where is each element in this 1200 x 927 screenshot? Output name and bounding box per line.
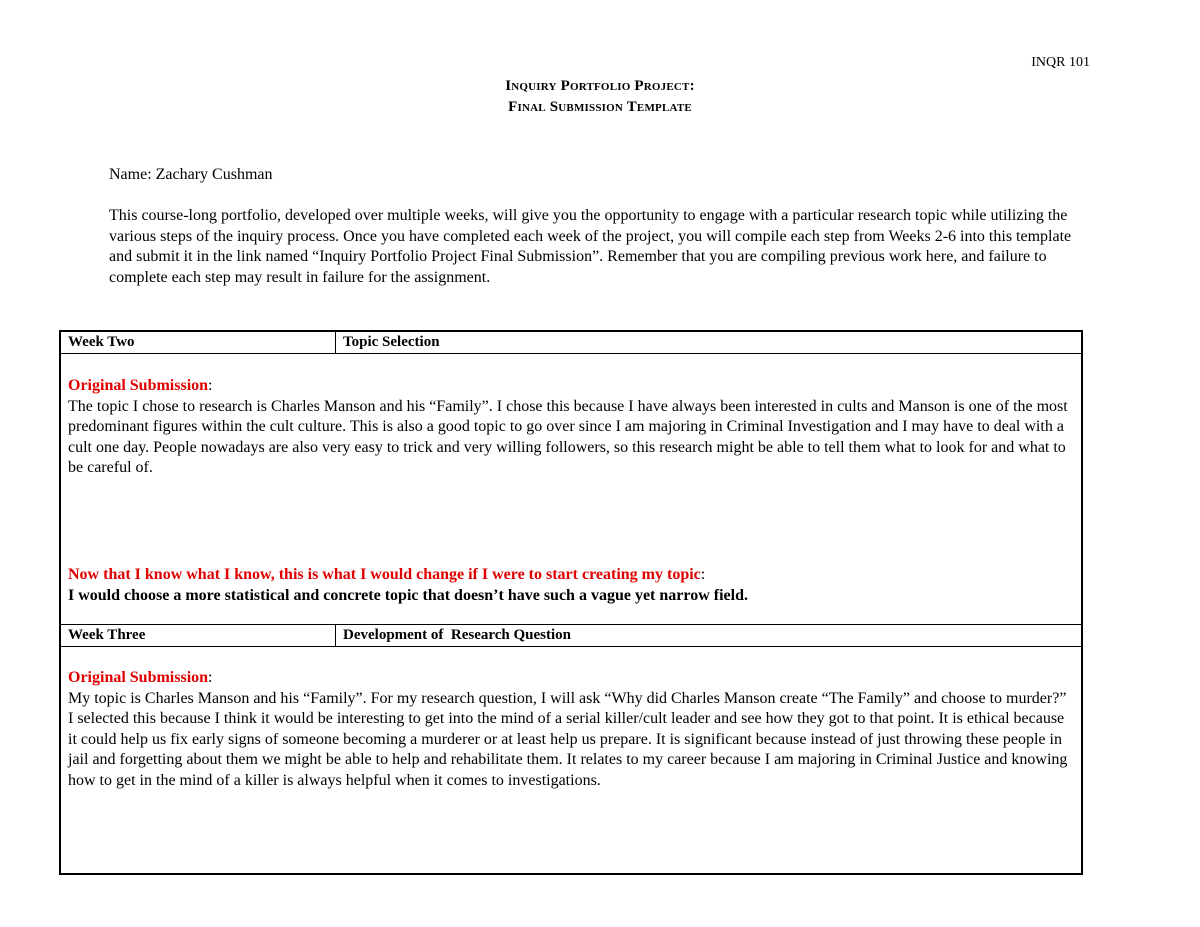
week-three-step-label: Development of Research Question: [343, 627, 572, 643]
course-code: INQR 101: [1031, 55, 1090, 70]
week-two-change-label: Now that I know what I know, this is what I would change if I were to start creating my topic: [68, 566, 701, 583]
title-line-1: Inquiry Portfolio Project:: [505, 78, 695, 94]
document-title: [0, 76, 1200, 118]
intro-paragraph: This course-long portfolio, developed over multiple weeks, will give you the opportunity to engage with a particular research topic while utilizing the various steps of the inquiry process. Once you have completed each week of the project, you will compile each step from Weeks 2-6 into this template and submit it in the link named “Inquiry Portfolio Project Final Submission”. Remember that you are compiling previous work here, and failure to complete each step may result in failure for the assignment.: [109, 207, 1072, 286]
week-two-step-label: Topic Selection: [343, 334, 440, 350]
week-two-original-label: Original Submission: [68, 377, 209, 394]
week-three-original-section: Original Submission: My topic is Charles Manson and his “Family”. For my research question, I will ask “Why did Charles Manson create “The Family” and choose to murder?” I selected this because I think it would be interesting to get into the mind of a serial killer/cult leader and see how they got to that point. It is ethical because it could help us fix early signs of someone becoming a murderer or at least help us prepare. It is significant because instead of just throwing these people in jail and forgetting about them we might be able to help and rehabilitate them. It relates to my career because I am majoring in Criminal Justice and knowing how to get in the mind of a killer is always helpful when it comes to investigations.: [68, 668, 1073, 792]
week-two-header-row: [61, 332, 1081, 354]
week-two-original-text: The topic I chose to research is Charles Manson and his “Family”. I chose this because I have always been interested in cults and Manson is one of the most predominant figures within the cult culture. This is also a good topic to go over since I am majoring in Criminal Investigation and I may have to deal with a cult one day. People nowadays are also very easy to trick and very willing followers, so this research might be able to tell them what to look for and what to be careful of.: [68, 397, 1068, 477]
week-two-body: [61, 354, 1081, 625]
student-name: Name: Zachary Cushman: [109, 166, 273, 183]
week-two-change-section: Now that I know what I know, this is what I would change if I were to start creating my topic: I would choose a more statistical and concrete topic that doesn’t have such a vague yet narrow field.: [68, 565, 1073, 606]
portfolio-table: [59, 330, 1083, 875]
week-two-label: Week Two: [61, 332, 336, 353]
week-two-original-section: Original Submission: The topic I chose to research is Charles Manson and his “Family”. I chose this because I have always been interested in cults and Manson is one of the most predominant figures within the cult culture. This is also a good topic to go over since I am majoring in Criminal Investigation and I may have to deal with a cult one day. People nowadays are also very easy to trick and very willing followers, so this research might be able to tell them what to look for and what to be careful of.: [68, 376, 1073, 479]
week-three-original-label: Original Submission: [68, 669, 209, 686]
week-two-change-text: I would choose a more statistical and concrete topic that doesn’t have such a vague yet narrow field.: [68, 586, 748, 604]
week-three-original-text: My topic is Charles Manson and his “Family”. For my research question, I will ask “Why did Charles Manson create “The Family” and choose to murder?” I selected this because I think it would be interesting to get into the mind of a serial killer/cult leader and see how they got to that point. It is ethical because it could help us fix early signs of someone becoming a murderer or at least help us prepare. It is significant because instead of just throwing these people in jail and forgetting about them we might be able to help and rehabilitate them. It relates to my career because I am majoring in Criminal Justice and knowing how to get in the mind of a killer is always helpful when it comes to investigations.: [68, 689, 1068, 789]
title-line-2: Final Submission Template: [508, 99, 692, 115]
week-three-label: Week Three: [61, 625, 336, 646]
week-three-body: [61, 647, 1081, 873]
week-three-header-row: [61, 625, 1081, 647]
